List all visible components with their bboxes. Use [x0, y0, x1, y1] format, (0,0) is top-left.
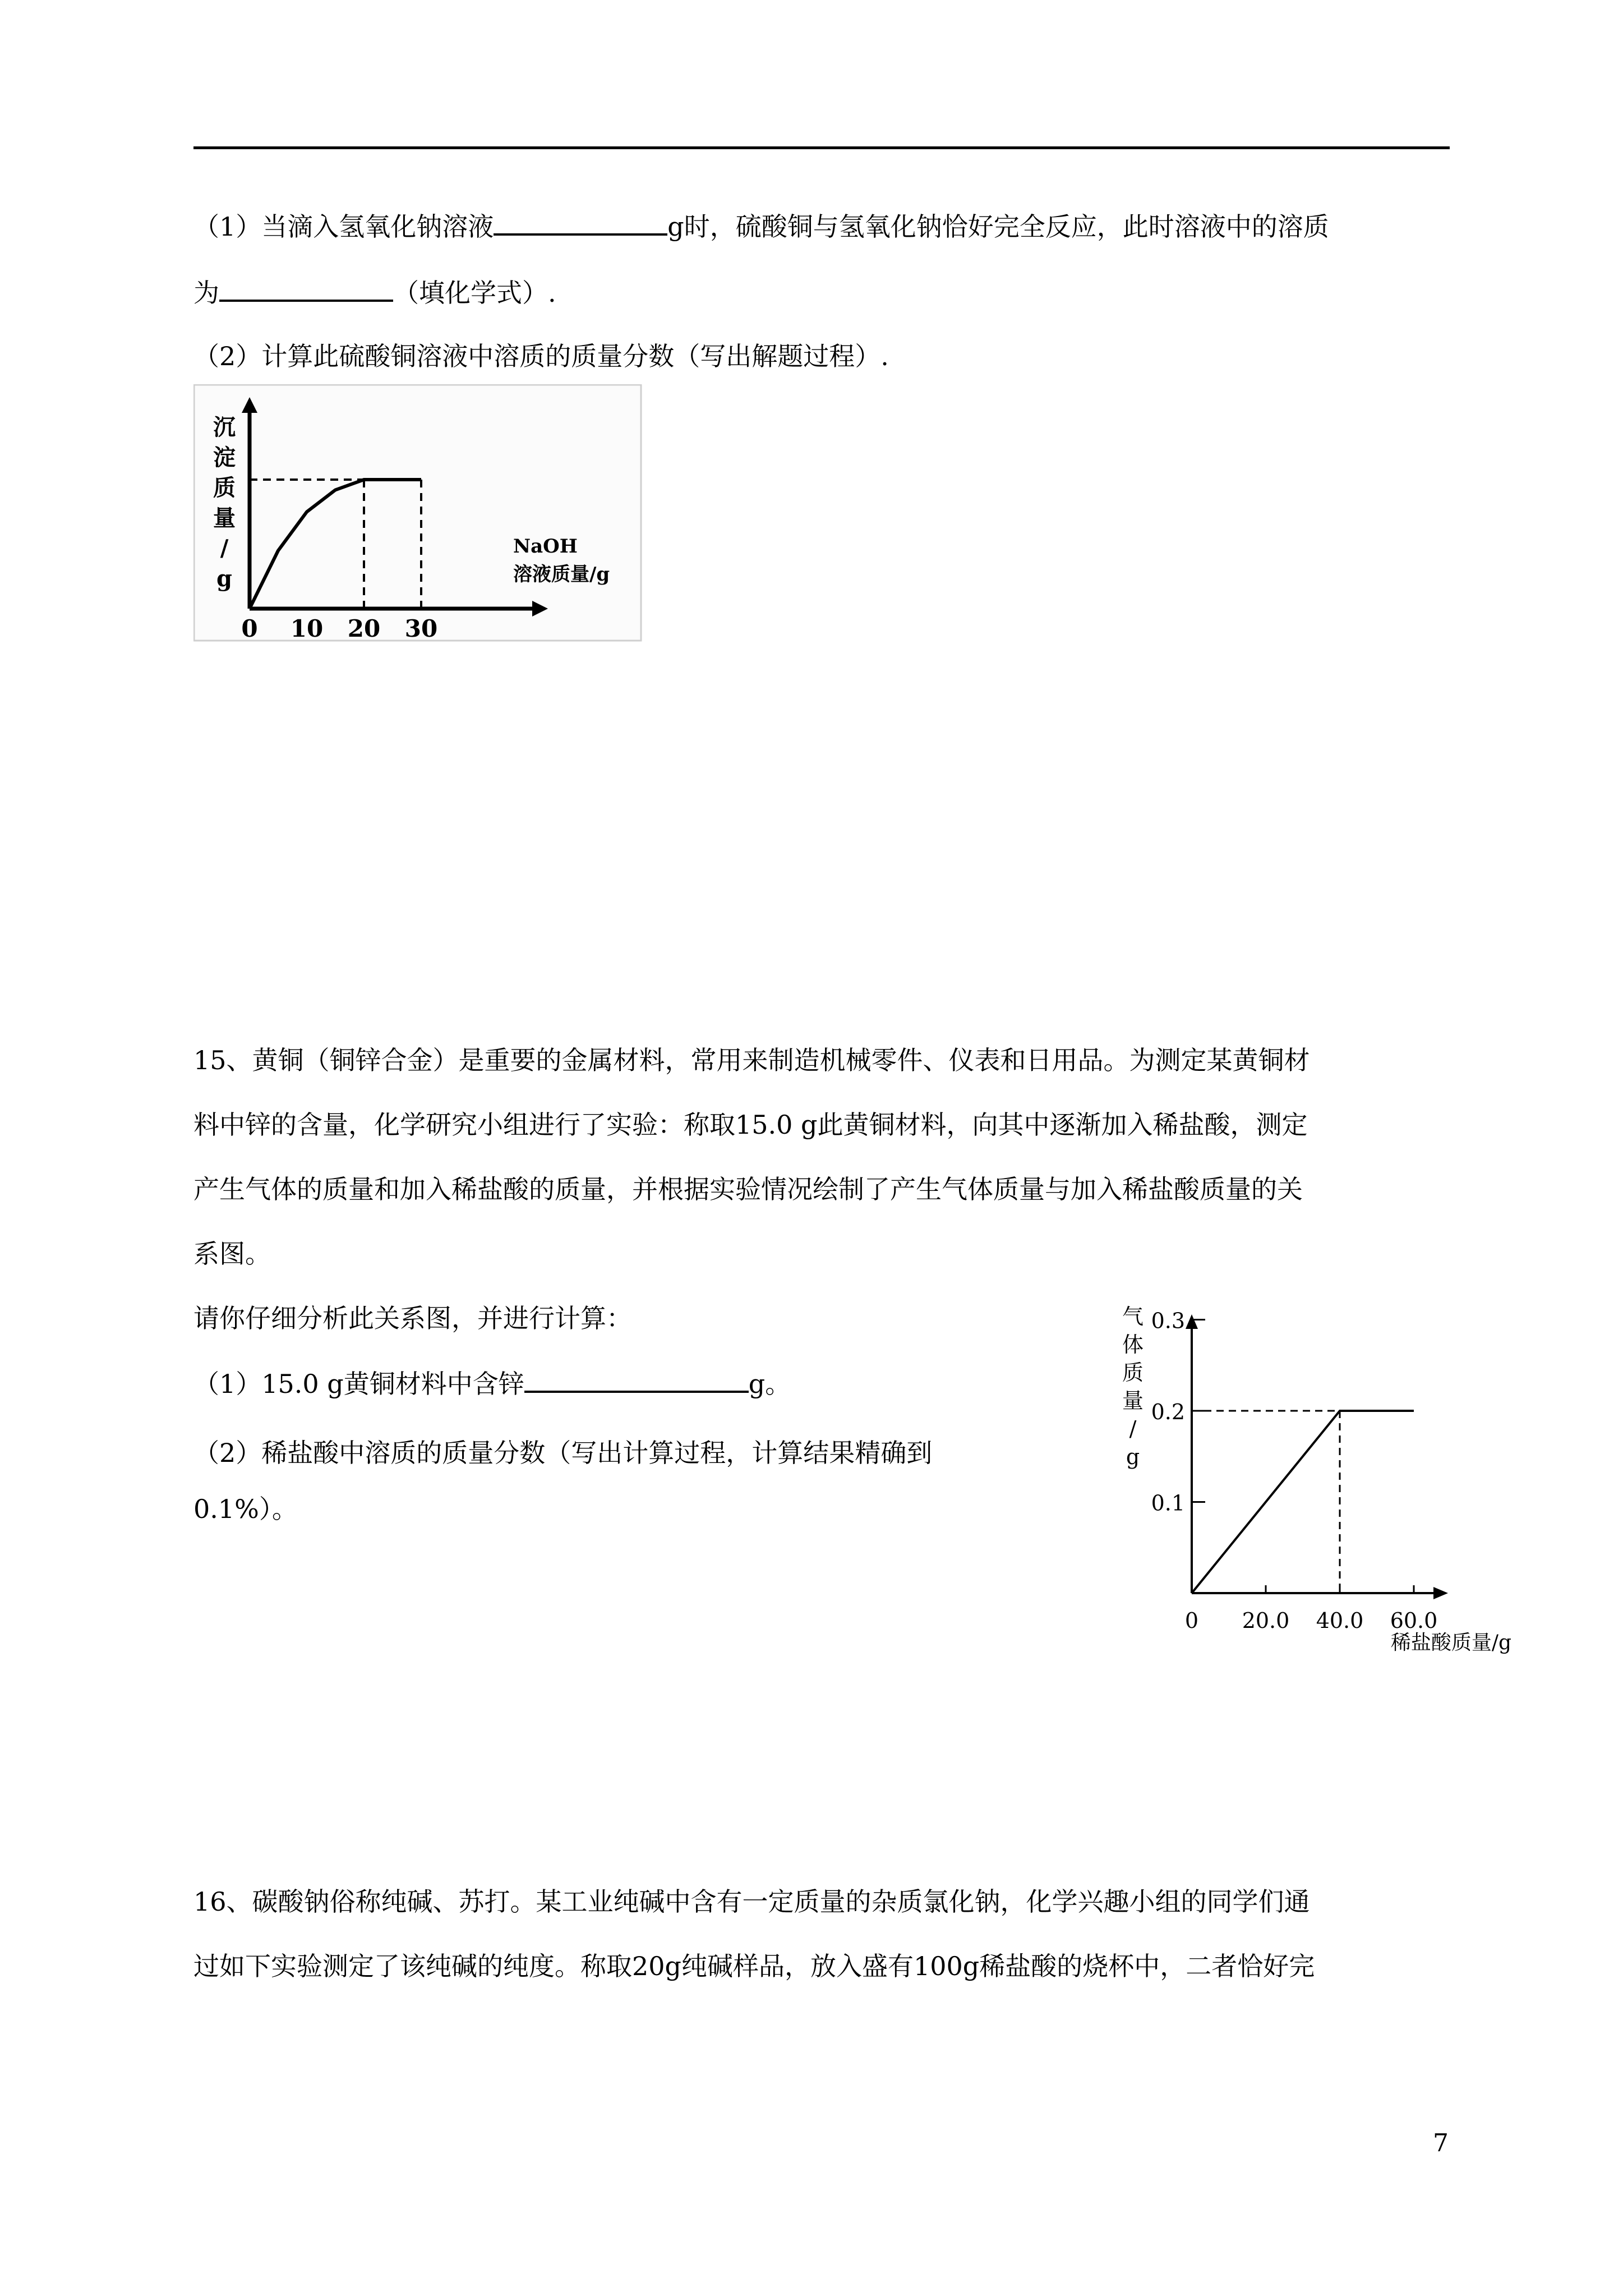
q15-line-4: 系图。	[193, 1239, 271, 1269]
chart2-y-label-char: /	[1129, 1416, 1137, 1441]
chart2-x-tick-label: 40.0	[1316, 1608, 1364, 1633]
q16-line-2: 过如下实验测定了该纯碱的纯度。称取20g纯碱样品，放入盛有100g稀盐酸的烧杯中，二者恰好完	[193, 1951, 1315, 1981]
chart2-x-tick-label: 20.0	[1242, 1608, 1290, 1633]
answer-blank-solute-formula[interactable]	[219, 275, 393, 302]
q14-sub2: （2）计算此硫酸铜溶液中溶质的质量分数（写出解题过程）.	[193, 341, 889, 371]
chart2-x-label: 稀盐酸质量/g	[1390, 1631, 1511, 1654]
chart1-x-tick-label: 30	[404, 615, 438, 642]
q15-sub1-text-a: （1）15.0 g黄铜材料中含锌	[193, 1369, 524, 1399]
q14-sub1-text-d: （填化学式）.	[393, 278, 556, 308]
answer-blank-zinc-mass[interactable]	[524, 1366, 749, 1393]
chart1-y-label-char: 质	[213, 475, 236, 501]
chart1-y-label-char: /	[220, 535, 229, 562]
page-number: 7	[1433, 2129, 1449, 2157]
chart1-x-tick-label: 10	[290, 615, 324, 642]
q15-sub2-line1: （2）稀盐酸中溶质的质量分数（写出计算过程，计算结果精确到	[193, 1438, 933, 1468]
chart2-x-axis-arrow	[1433, 1587, 1448, 1599]
chart1-x-tick-label: 0	[241, 615, 258, 642]
q15-line-1: 15、黄铜（铜锌合金）是重要的金属材料，常用来制造机械零件、仪表和日用品。为测定某黄铜材	[193, 1045, 1310, 1075]
answer-blank-naoh-mass[interactable]	[494, 209, 667, 236]
gas-mass-chart	[1110, 1301, 1514, 1666]
q15-sub1	[193, 1366, 791, 1401]
q15-line-2: 料中锌的含量，化学研究小组进行了实验：称取15.0 g此黄铜材料，向其中逐渐加入稀盐酸，测定	[193, 1110, 1308, 1140]
chart1-y-label-char: 量	[213, 505, 236, 531]
chart1-y-label-char: g	[216, 565, 232, 592]
chart2-y-label-char: 体	[1122, 1332, 1144, 1357]
header-rule	[193, 146, 1450, 149]
q15-line-3: 产生气体的质量和加入稀盐酸的质量，并根据实验情况绘制了产生气体质量与加入稀盐酸质量的关	[193, 1174, 1303, 1204]
q14-sub1-line1	[193, 209, 1329, 243]
q15-intro: 请你仔细分析此关系图，并进行计算：	[193, 1303, 632, 1333]
q16-line-1: 16、碳酸钠俗称纯碱、苏打。某工业纯碱中含有一定质量的杂质氯化钠，化学兴趣小组的同学们通	[193, 1887, 1310, 1917]
chart2-data-line	[1192, 1411, 1414, 1593]
chart2-y-label-char: 质	[1122, 1360, 1144, 1385]
chart2-y-axis-arrow	[1186, 1314, 1198, 1329]
chart1-y-label-char: 沉	[213, 414, 236, 440]
chart1-x-label-line2: 溶液质量/g	[513, 563, 610, 586]
chart2-y-tick-label: 0.3	[1151, 1308, 1185, 1333]
chart1-x-label-line1: NaOH	[513, 535, 578, 558]
q15-sub2-line2: 0.1%）。	[193, 1494, 298, 1524]
chart1-frame	[194, 385, 641, 641]
chart2-y-tick-label: 0.2	[1151, 1400, 1185, 1424]
chart2-y-label-char: g	[1126, 1444, 1140, 1469]
chart1-y-label-char: 淀	[213, 444, 236, 471]
chart2-y-tick-label: 0.1	[1151, 1490, 1185, 1516]
precipitate-mass-chart	[193, 384, 642, 642]
chart1-x-tick-label: 20	[347, 615, 381, 642]
q14-sub1-text-c: 为	[193, 278, 219, 308]
q14-sub1-line2	[193, 275, 556, 310]
q15-sub1-text-b: g。	[748, 1369, 791, 1399]
q14-sub1-text-a: （1）当滴入氢氧化钠溶液	[193, 211, 494, 242]
chart2-x-tick-label: 0	[1184, 1608, 1199, 1633]
q14-sub1-text-b: g时，硫酸铜与氢氧化钠恰好完全反应，此时溶液中的溶质	[667, 211, 1329, 242]
chart2-y-label-char: 气	[1122, 1304, 1144, 1329]
chart2-y-label-char: 量	[1122, 1388, 1144, 1413]
chart2-x-tick-label: 60.0	[1390, 1608, 1438, 1633]
